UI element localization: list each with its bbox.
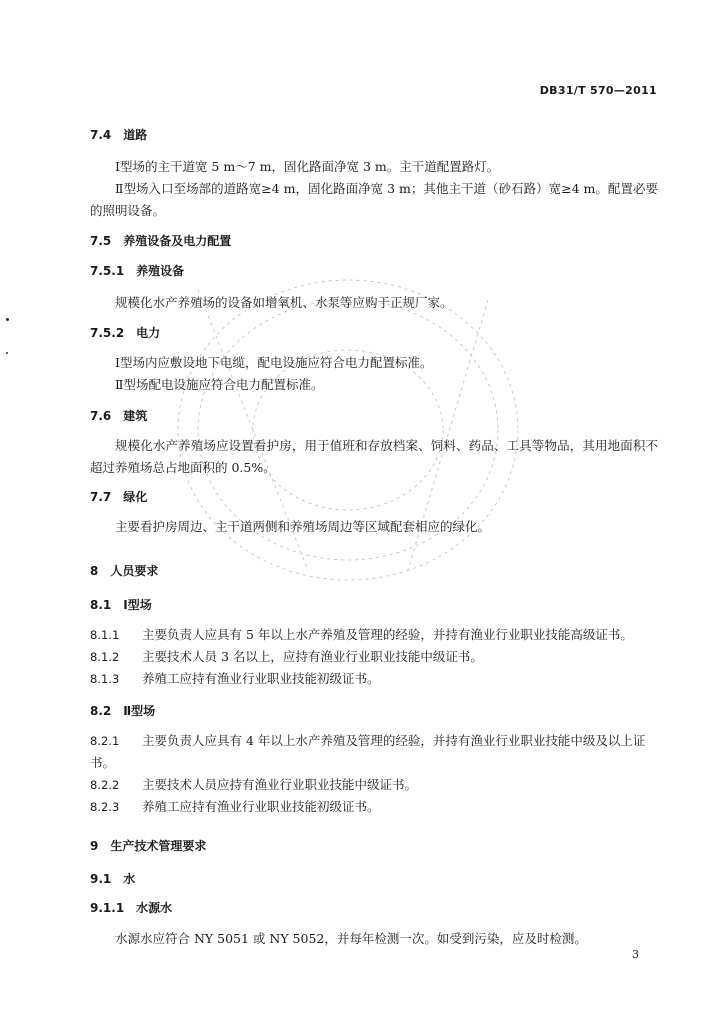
scan-mark — [6, 352, 8, 354]
section-heading: 8.1 Ⅰ型场 — [90, 598, 152, 612]
clause-item: 8.2.1 主要负责人应具有 4 年以上水产养殖及管理的经验，并持有渔业行业职业技能中级及以上证书。 — [90, 733, 646, 770]
paragraph: Ⅰ型场内应敷设地下电缆，配电设施应符合电力配置标准。 — [115, 355, 433, 370]
section-heading: 8.2 Ⅱ型场 — [90, 704, 156, 718]
paragraph: Ⅱ型场入口至场部的道路宽≥4 m，固化路面净宽 3 m；其他主干道（砂石路）宽≥4 m。配置必要的照明设备。 — [90, 181, 658, 218]
page-number: 3 — [632, 948, 639, 961]
section-heading: 7.7 绿化 — [90, 490, 148, 504]
clause-item: 8.2.3 养殖工应持有渔业行业职业技能初级证书。 — [90, 799, 380, 814]
section-heading: 7.6 建筑 — [90, 409, 148, 423]
section-heading: 7.5.2 电力 — [90, 326, 161, 340]
section-heading: 9 生产技术管理要求 — [90, 839, 207, 853]
section-heading: 7.5 养殖设备及电力配置 — [90, 234, 232, 248]
clause-item: 8.1.3 养殖工应持有渔业行业职业技能初级证书。 — [90, 671, 380, 686]
scan-mark — [6, 318, 9, 321]
clause-item: 8.2.2 主要技术人员应持有渔业行业职业技能中级证书。 — [90, 777, 418, 792]
paragraph: 水源水应符合 NY 5051 或 NY 5052，并每年检测一次。如受到污染，应及时检测。 — [115, 931, 587, 946]
paragraph: Ⅰ型场的主干道宽 5 m～7 m，固化路面净宽 3 m。主干道配置路灯。 — [115, 159, 500, 174]
section-heading: 9.1.1 水源水 — [90, 901, 173, 915]
section-heading: 7.4 道路 — [90, 128, 148, 142]
clause-item: 8.1.2 主要技术人员 3 名以上，应持有渔业行业职业技能中级证书。 — [90, 649, 483, 664]
clause-item: 8.1.1 主要负责人应具有 5 年以上水产养殖及管理的经验，并持有渔业行业职业技能高级证书。 — [90, 627, 633, 642]
paragraph: 主要看护房周边、主干道两侧和养殖场周边等区域配套相应的绿化。 — [115, 519, 491, 534]
standard-code-header: DB31/T 570—2011 — [539, 84, 657, 97]
watermark-stamp — [168, 270, 528, 590]
section-heading: 9.1 水 — [90, 872, 136, 886]
paragraph: 规模化水产养殖场的设备如增氧机、水泵等应购于正规厂家。 — [115, 295, 453, 310]
section-heading: 8 人员要求 — [90, 564, 159, 578]
paragraph: Ⅱ型场配电设施应符合电力配置标准。 — [115, 377, 324, 392]
section-heading: 7.5.1 养殖设备 — [90, 264, 185, 278]
paragraph: 规模化水产养殖场应设置看护房，用于值班和存放档案、饲料、药品、工具等物品，其用地面积不超过养殖场总占地面积的 0.5%。 — [90, 438, 658, 475]
